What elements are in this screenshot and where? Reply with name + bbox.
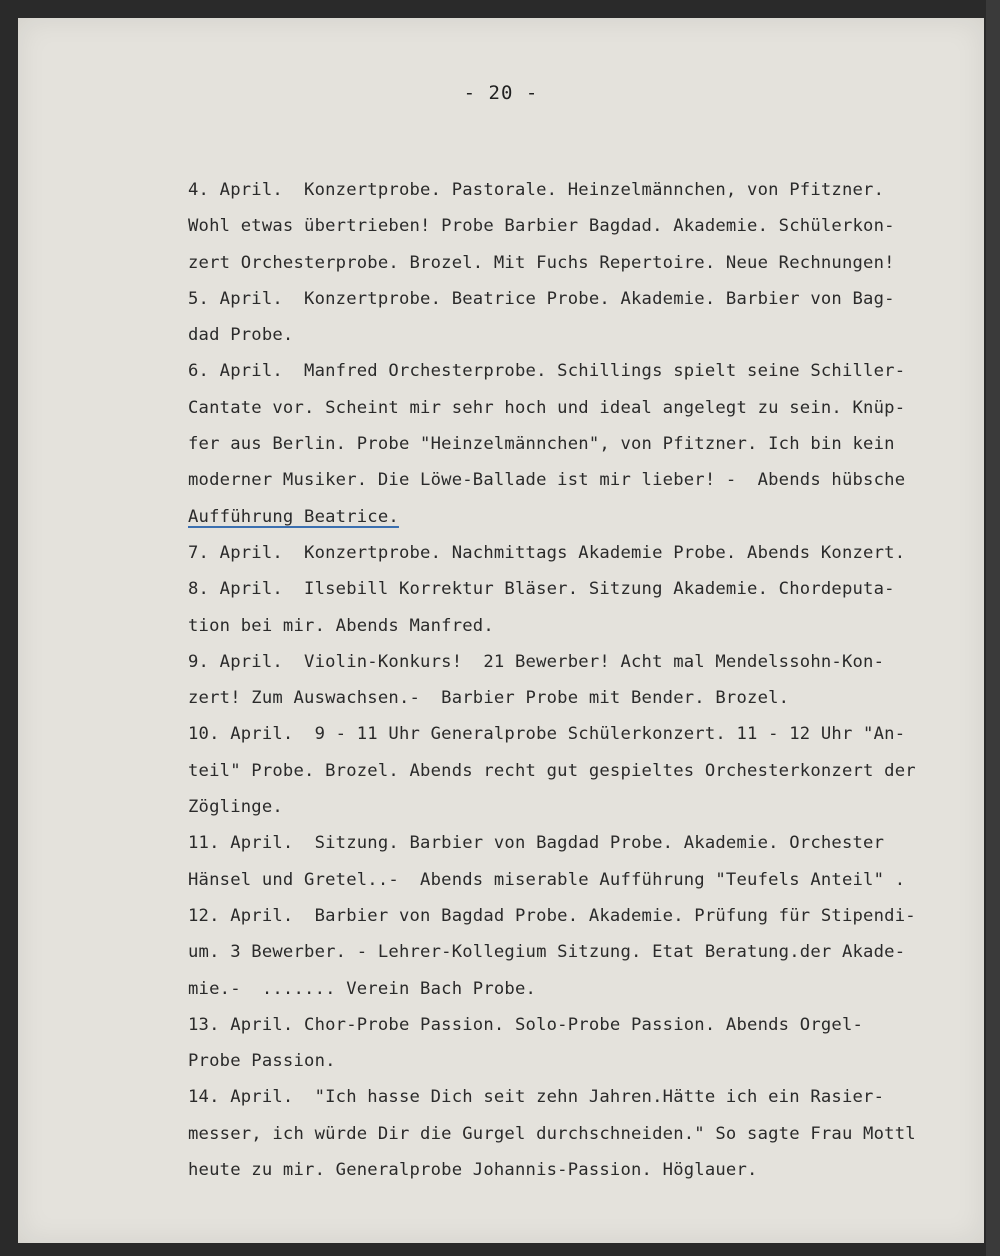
text-line: 11. April. Sitzung. Barbier von Bagdad Probe. Akademie. Orchester	[188, 833, 885, 854]
text-line: moderner Musiker. Die Löwe-Ballade ist mir lieber! - Abends hübsche	[188, 470, 906, 491]
text-line: 7. April. Konzertprobe. Nachmittags Akademie Probe. Abends Konzert.	[188, 542, 906, 563]
text-line: Hänsel und Gretel..- Abends miserable Aufführung "Teufels Anteil" .	[188, 869, 906, 890]
text-line: 8. April. Ilsebill Korrektur Bläser. Sitzung Akademie. Chordeputa-	[188, 579, 895, 600]
text-line: 6. April. Manfred Orchesterprobe. Schillings spielt seine Schiller-	[188, 361, 906, 382]
scan-edge	[986, 0, 1000, 1256]
text-line: Cantate vor. Scheint mir sehr hoch und ideal angelegt zu sein. Knüp-	[188, 397, 906, 418]
document-page	[18, 18, 984, 1243]
text-line: fer aus Berlin. Probe "Heinzelmännchen", von Pfitzner. Ich bin kein	[188, 434, 895, 455]
text-line: teil" Probe. Brozel. Abends recht gut gespieltes Orchesterkonzert der	[188, 760, 916, 781]
text-line: tion bei mir. Abends Manfred.	[188, 615, 494, 636]
text-line: Zöglinge.	[188, 797, 283, 818]
text-line: Probe Passion.	[188, 1051, 336, 1072]
text-line: zert! Zum Auswachsen.- Barbier Probe mit Bender. Brozel.	[188, 688, 790, 709]
text-line: 12. April. Barbier von Bagdad Probe. Akademie. Prüfung für Stipendi-	[188, 905, 916, 926]
text-line: 10. April. 9 - 11 Uhr Generalprobe Schülerkonzert. 11 - 12 Uhr "An-	[188, 724, 906, 745]
text-line: dad Probe.	[188, 325, 294, 346]
text-line: 14. April. "Ich hasse Dich seit zehn Jahren.Hätte ich ein Rasier-	[188, 1087, 885, 1108]
page-number: - 20 -	[463, 82, 539, 104]
text-body	[188, 172, 968, 1188]
text-line: messer, ich würde Dir die Gurgel durchschneiden." So sagte Frau Mottl	[188, 1123, 916, 1144]
text-line-underlined: Aufführung Beatrice.	[188, 506, 399, 527]
text-line: heute zu mir. Generalprobe Johannis-Passion. Höglauer.	[188, 1160, 758, 1181]
text-line: 9. April. Violin-Konkurs! 21 Bewerber! Acht mal Mendelssohn-Kon-	[188, 651, 885, 672]
text-line: um. 3 Bewerber. - Lehrer-Kollegium Sitzung. Etat Beratung.der Akade-	[188, 942, 906, 963]
text-line: 4. April. Konzertprobe. Pastorale. Heinzelmännchen, von Pfitzner.	[188, 180, 885, 200]
text-line: zert Orchesterprobe. Brozel. Mit Fuchs Repertoire. Neue Rechnungen!	[188, 252, 895, 273]
text-line: 13. April. Chor-Probe Passion. Solo-Probe Passion. Abends Orgel-	[188, 1014, 864, 1035]
text-line: mie.- ....... Verein Bach Probe.	[188, 978, 537, 999]
text-line: 5. April. Konzertprobe. Beatrice Probe. Akademie. Barbier von Bag-	[188, 288, 895, 309]
text-line: Wohl etwas übertrieben! Probe Barbier Bagdad. Akademie. Schülerkon-	[188, 216, 895, 237]
